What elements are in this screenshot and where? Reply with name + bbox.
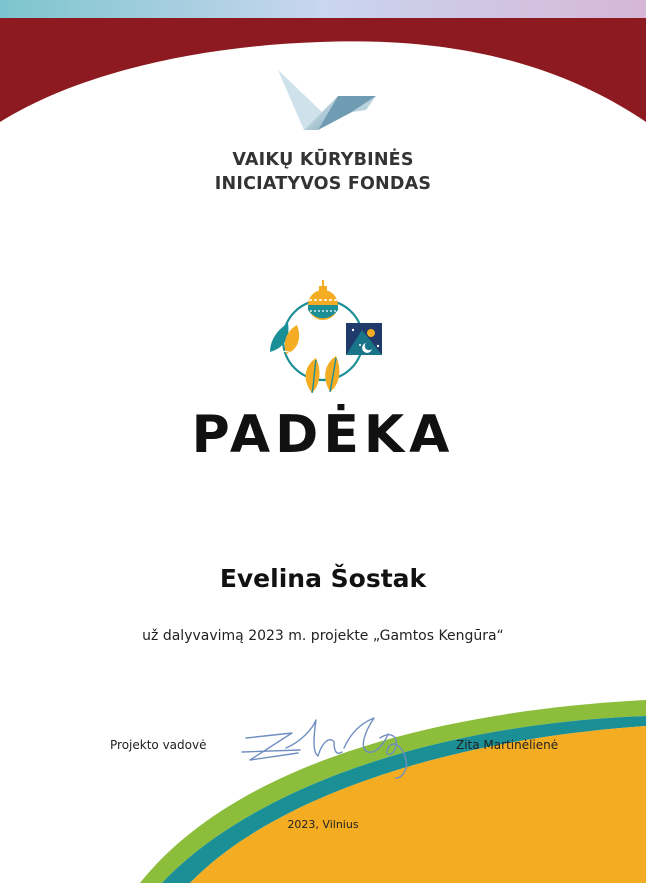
signatory-name: Zita Martinėlienė xyxy=(456,738,559,752)
foundation-name-line2: INICIATYVOS FONDAS xyxy=(214,174,432,194)
award-reason: už dalyvavimą 2023 m. projekte „Gamtos Kengūra“ xyxy=(142,628,504,644)
recipient-name: Evelina Šostak xyxy=(219,564,427,593)
signatory-role: Projekto vadovė xyxy=(110,738,207,752)
place-and-date: 2023, Vilnius xyxy=(287,818,359,831)
certificate-title: PADĖKA xyxy=(191,405,455,465)
foundation-name-line1: VAIKŲ KŪRYBINĖS xyxy=(232,150,414,170)
